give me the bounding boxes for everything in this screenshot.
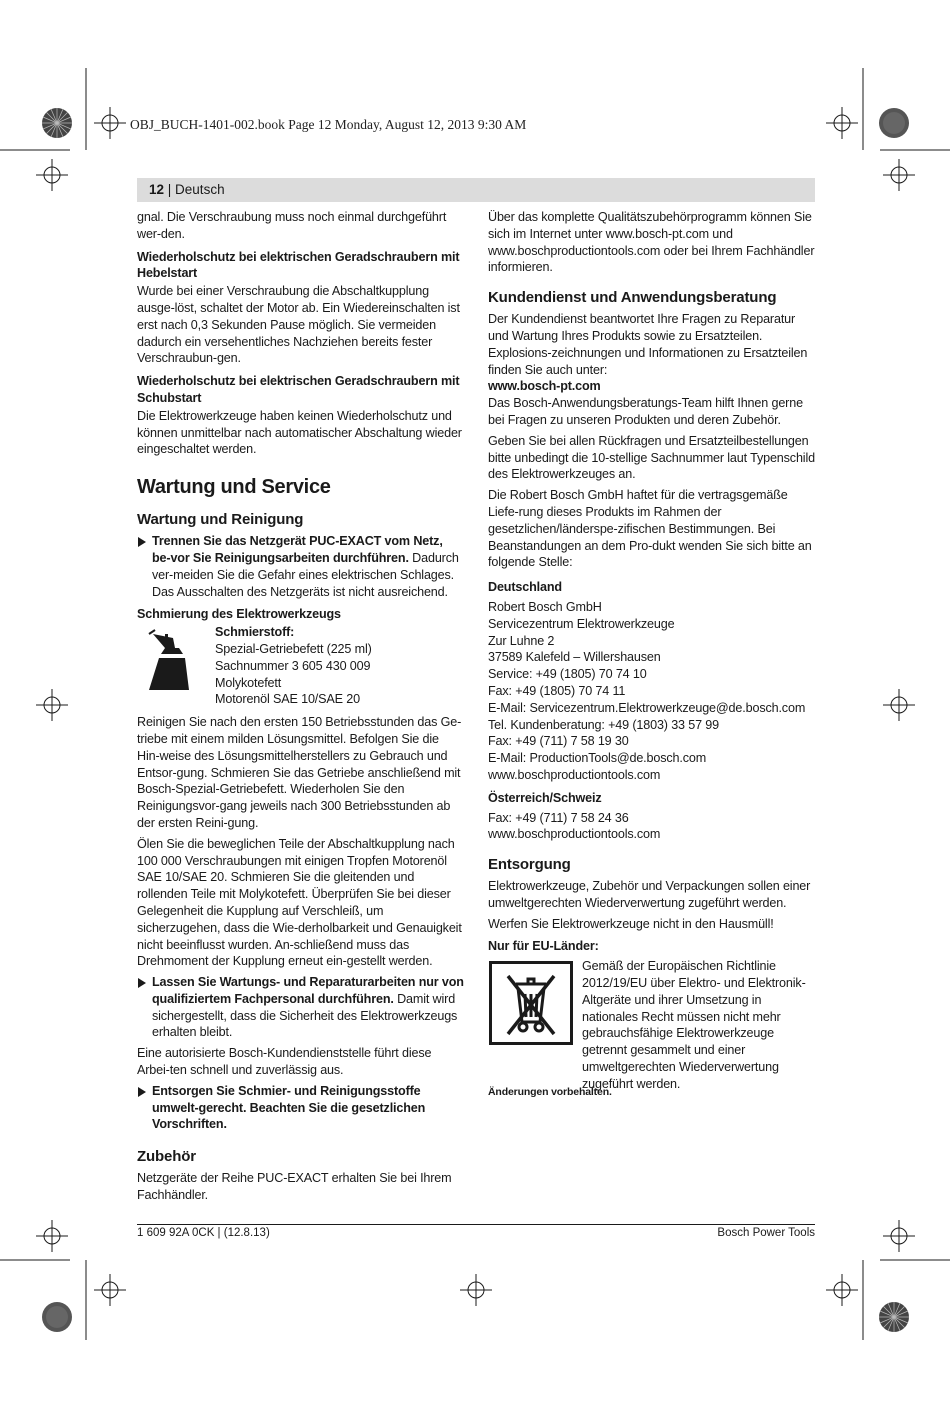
- subheading-schubstart: Wiederholschutz bei elektrischen Geradschraubern mit Schubstart: [137, 374, 460, 405]
- bullet-netzgeraet-text: Dadurch ver-meiden Sie die Gefahr eines elektrischen Schlages. Das Ausschalten des Netzgeräts ist nicht ausreichend.: [152, 550, 459, 599]
- footer-document-number: 1 609 92A 0CK | (12.8.13): [137, 1227, 270, 1239]
- crop-mark-icon: [826, 107, 858, 139]
- address-line: Fax: +49 (711) 7 58 19 30: [488, 734, 629, 749]
- bullet-entsorgen: [137, 1083, 464, 1133]
- footer-rule: [137, 1224, 815, 1225]
- bullet-entsorgen-bold: Entsorgen Sie Schmier- und Reinigungsstoffe umwelt-gerecht. Beachten Sie die gesetzlichen Vorschriften.: [152, 1083, 426, 1132]
- subheading-eu: Nur für EU-Länder:: [488, 939, 599, 954]
- crop-mark-icon: [36, 1220, 68, 1252]
- header-separator: |: [164, 182, 176, 197]
- address-line: E-Mail: ProductionTools@de.bosch.com: [488, 751, 707, 766]
- weee-block: [488, 958, 818, 1091]
- lubricant-line: Molykotefett: [215, 675, 282, 690]
- left-column: [137, 209, 464, 1208]
- address-line: www.boschproductiontools.com: [488, 767, 661, 782]
- paragraph-kundendienst-2: Das Bosch-Anwendungsberatungs-Team hilft Ihnen gerne bei Fragen zu unseren Produkten und deren Zubehör.: [488, 396, 803, 427]
- lubricant-line: Motorenöl SAE 10/SAE 20: [215, 692, 360, 707]
- weee-text: Gemäß der Europäischen Richtlinie 2012/19/EU über Elektro- und Elektronik-Altgeräte und ihrer Umsetzung in nationales Recht müssen nicht mehr gebrauchsfähige Elektrowerkzeuge getrennt gesammelt und einer umweltgerechten Wiederverwertung zugeführt werden.: [582, 959, 806, 1091]
- paragraph-continuation: gnal. Die Verschraubung muss noch einmal durchgeführt wer-den.: [137, 210, 447, 241]
- bullet-netzgeraet-bold: Trennen Sie das Netzgerät PUC-EXACT vom Netz, be-vor Sie Reinigungsarbeiten durchführen.: [152, 534, 443, 565]
- link-bosch-pt[interactable]: www.bosch-pt.com: [488, 379, 601, 394]
- crop-mark-icon: [36, 159, 68, 191]
- lubricant-text: [215, 624, 372, 708]
- paragraph-reinigen: Reinigen Sie nach den ersten 150 Betriebsstunden das Ge-triebe mit einem milden Lösungsmittel. Befolgen Sie die Hin-weise des Lösungsmittelherstellers zu Gebrauch und Entsor-gung. Schmieren Sie das Getriebe anschließend mit Bosch-Spezial-Getriebefett. Wiederholen Sie den Reinigungsvor-gang jeweils nach 300 Betriebsstunden ab der ersten Reini-gung.: [137, 715, 462, 830]
- heading-entsorgung: Entsorgung: [488, 856, 571, 874]
- crop-mark-icon: [883, 1220, 915, 1252]
- crop-mark-icon: [36, 689, 68, 721]
- paragraph-kundendienst-4: Die Robert Bosch GmbH haftet für die vertragsgemäße Liefe-rung dieses Produkts im Rahmen der gesetzlichen/länderspe-zifischen Bestimmungen. Bei Beanstandungen an dem Pro-dukt wenden Sie sich bitte an folgende Stelle:: [488, 488, 812, 570]
- paragraph-oelen: Ölen Sie die beweglichen Teile der Abschaltkupplung nach 100 000 Verschraubungen mit einigen Tropfen Motorenöl SAE 10/SAE 20. Schmieren Sie die gleitenden und rollenden Teile mit Molykotefett. Überprüfen Sie bei dieser Gelegenheit die Kupplung auf Verschleiß, um sicherzugehen, dass die Wie-derholbarkeit und Genauigkeit nicht beeinflusst wurden. An-schließend muss das Drehmoment der Kupplung erneut ein-gestellt werden.: [137, 836, 462, 969]
- address-line: 37589 Kalefeld – Willershausen: [488, 650, 661, 665]
- heading-zubehoer: Zubehör: [137, 1148, 196, 1166]
- heading-wartung-service: Wartung und Service: [137, 476, 331, 499]
- lubricant-line: Spezial-Getriebefett (225 ml): [215, 641, 372, 656]
- print-slug: OBJ_BUCH-1401-002.book Page 12 Monday, August 12, 2013 9:30 AM: [130, 117, 527, 132]
- crop-mark-icon: [460, 1274, 492, 1306]
- address-line: Zur Luhne 2: [488, 633, 555, 648]
- weee-frame: [489, 961, 573, 1045]
- lubricant-title: Schmierstoff:: [215, 625, 295, 640]
- bullet-triangle-icon: [138, 978, 146, 988]
- paragraph-hebelstart: Wurde bei einer Verschraubung die Abschaltkupplung ausge-löst, schaltet der Motor ab. Ein Wiedereinschalten ist erst nach 0,3 Sekunden Pause möglich. Sie vermeiden dadurch ein versehentliches Nachziehen bereits fester Verschraubun-gen.: [137, 284, 460, 366]
- page-header: [137, 178, 815, 202]
- lubricant-line: Sachnummer 3 605 430 009: [215, 658, 371, 673]
- address-line: Robert Bosch GmbH: [488, 599, 602, 614]
- bullet-triangle-icon: [138, 1087, 146, 1097]
- address-line: Servicezentrum Elektrowerkzeuge: [488, 616, 675, 631]
- heading-wartung-reinigung: Wartung und Reinigung: [137, 511, 304, 529]
- address-deutschland: [488, 599, 818, 784]
- address-line: Tel. Kundenberatung: +49 (1803) 33 57 99: [488, 717, 720, 732]
- paragraph-entsorgung-2: Werfen Sie Elektrowerkzeuge nicht in den Hausmüll!: [488, 916, 774, 931]
- address-line: Service: +49 (1805) 70 74 10: [488, 667, 647, 682]
- address-line: Fax: +49 (711) 7 58 24 36: [488, 810, 629, 825]
- heading-kundendienst: Kundendienst und Anwendungsberatung: [488, 289, 777, 307]
- paragraph-kundendienst-1: Der Kundendienst beantwortet Ihre Fragen zu Reparatur und Wartung Ihres Produkts sowie zu Ersatzteilen. Explosions-zeichnungen und Informationen zu Ersatzteilen finden Sie auch unter:: [488, 312, 808, 377]
- address-line: www.boschproductiontools.com: [488, 827, 661, 842]
- bullet-fachpersonal-text: Damit wird sichergestellt, dass die Sicherheit des Elektrowerkzeugs erhalten bleibt.: [152, 991, 458, 1040]
- paragraph-entsorgung-1: Elektrowerkzeuge, Zubehör und Verpackungen sollen einer umweltgerechten Wiederverwertung zugeführt werden.: [488, 879, 811, 910]
- crop-mark-icon: [883, 689, 915, 721]
- subheading-deutschland: Deutschland: [488, 580, 562, 595]
- lubricant-block: [137, 624, 464, 710]
- page-number: 12: [149, 182, 165, 197]
- address-line: E-Mail: Servicezentrum.Elektrowerkzeuge@de.bosch.com: [488, 700, 806, 715]
- header-text: [149, 181, 225, 199]
- subheading-oesterreich: Österreich/Schweiz: [488, 790, 602, 805]
- paragraph-qualitaet: Über das komplette Qualitätszubehörprogramm können Sie sich im Internet unter www.bosch-pt.com und www.boschproductiontools.com oder bei Ihrem Fachhändler informieren.: [488, 210, 815, 275]
- bullet-fachpersonal: [137, 974, 464, 1041]
- address-oesterreich: [488, 810, 818, 844]
- right-column: [488, 209, 818, 1105]
- oil-can-icon: [145, 628, 193, 692]
- header-section: Deutsch: [175, 182, 225, 197]
- paragraph-schubstart: Die Elektrowerkzeuge haben keinen Wiederholschutz und können unmittelbar nach automatischer Abschaltung wieder eingeschaltet werden.: [137, 408, 462, 457]
- address-line: Fax: +49 (1805) 70 74 11: [488, 683, 626, 698]
- paragraph-zubehoer: Netzgeräte der Reihe PUC-EXACT erhalten Sie bei Ihrem Fachhändler.: [137, 1171, 452, 1203]
- crop-mark-icon: [94, 107, 126, 139]
- subheading-hebelstart: Wiederholschutz bei elektrischen Geradschraubern mit Hebelstart: [137, 249, 460, 281]
- paragraph-kundendienststelle: Eine autorisierte Bosch-Kundendienststelle führt diese Arbei-ten schnell und zuverlässig aus.: [137, 1046, 432, 1078]
- subheading-schmierung: Schmierung des Elektrowerkzeugs: [137, 607, 341, 622]
- crop-mark-icon: [883, 159, 915, 191]
- bullet-fachpersonal-bold: Lassen Sie Wartungs- und Reparaturarbeiten nur von qualifiziertem Fachpersonal durchführen.: [152, 975, 464, 1006]
- crop-mark-icon: [94, 1274, 126, 1306]
- crop-mark-icon: [826, 1274, 858, 1306]
- bullet-triangle-icon: [138, 537, 146, 547]
- changes-reserved: Änderungen vorbehalten.: [488, 1086, 612, 1099]
- paragraph-kundendienst-3: Geben Sie bei allen Rückfragen und Ersatzteilbestellungen bitte unbedingt die 10-stellige Sachnummer laut Typenschild des Elektrowerkzeuges an.: [488, 433, 815, 482]
- crossed-out-wheeled-bin-icon: [492, 964, 570, 1042]
- bullet-netzgeraet: [137, 533, 464, 600]
- footer-brand: Bosch Power Tools: [717, 1227, 815, 1239]
